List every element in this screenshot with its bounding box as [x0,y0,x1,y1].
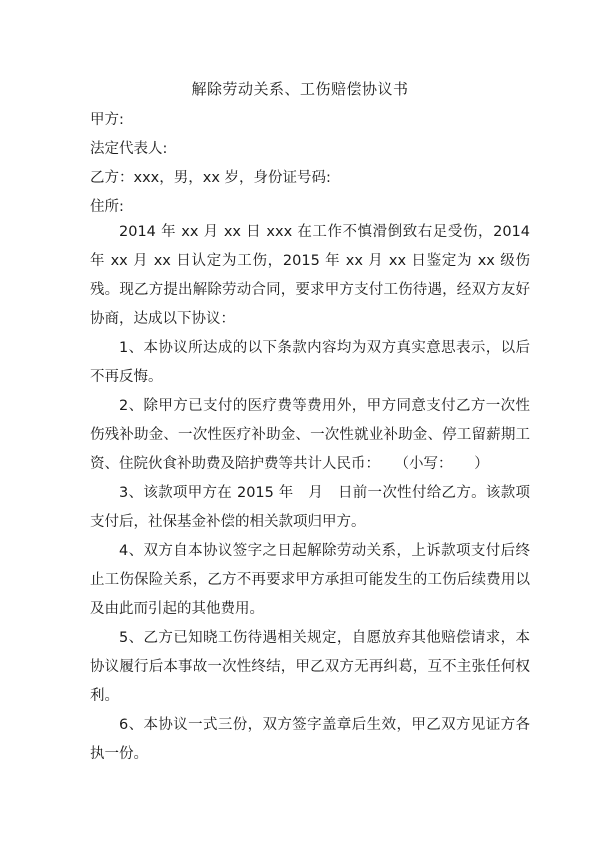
address-field: 住所: [90,199,124,215]
party-b-field: 乙方：xxx，男，xx 岁，身份证号码: [90,170,331,186]
legal-rep-field: 法定代表人: [90,141,168,157]
intro-paragraph: 2014 年 xx 月 xx 日 xxx 在工作不慎滑倒致右足受伤，2014 年 xx 月 xx 日认定为工伤，2015 年 xx 月 xx 日鉴定为 xx 级伤残。现乙方提出解除劳动合同，要求甲方支付工伤待遇，经双方友好协商，达成以下协议： [90,224,530,327]
clause-2: 2、除甲方已支付的医疗费等费用外，甲方同意支付乙方一次性伤残补助金、一次性医疗补助金、一次性就业补助金、停工留薪期工资、住院伙食补助费及陪护费等共计人民币： （小写： ） [90,398,530,472]
clause-4: 4、双方自本协议签字之日起解除劳动关系，上诉款项支付后终止工伤保险关系，乙方不再要求甲方承担可能发生的工伤后续费用以及由此而引起的其他费用。 [90,543,530,617]
clause-3: 3、该款项甲方在 2015 年 月 日前一次性付给乙方。该款项支付后，社保基金补偿的相关款项归甲方。 [90,485,530,530]
clause-1: 1、本协议所达成的以下条款内容均为双方真实意思表示，以后不再反悔。 [90,340,530,385]
clause-5: 5、乙方已知晓工伤待遇相关规定，自愿放弃其他赔偿请求，本协议履行后本事故一次性终结，甲乙双方无再纠葛，互不主张任何权利。 [90,630,530,704]
party-a-field: 甲方: [90,112,124,128]
clause-6: 6、本协议一式三份，双方签字盖章后生效，甲乙双方见证方各执一份。 [90,717,530,762]
document-title: 解除劳动关系、工伤赔偿协议书 [191,80,409,98]
